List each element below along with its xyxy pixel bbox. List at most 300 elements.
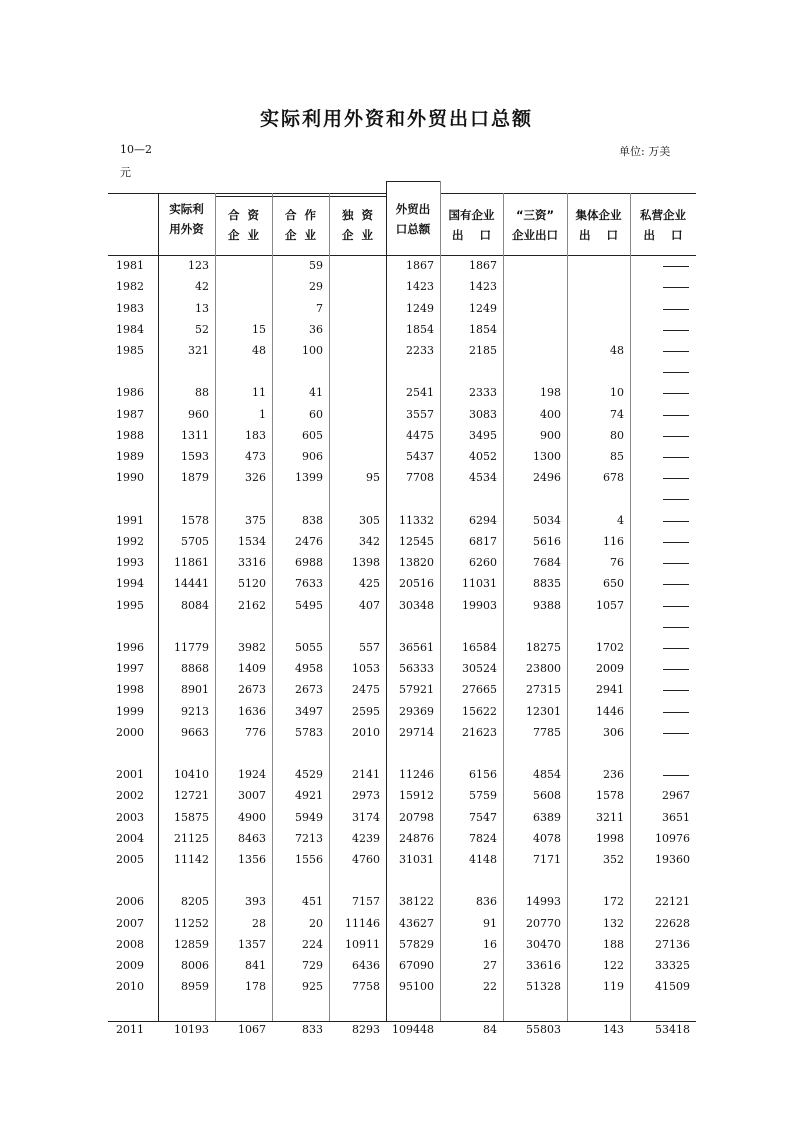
table-cell: 14993 — [526, 895, 561, 908]
table-cell: 20798 — [399, 811, 434, 824]
table-cell: 2973 — [352, 789, 380, 802]
table-cell: 8868 — [181, 662, 209, 675]
year-cell: 2009 — [116, 959, 144, 972]
dash-mark — [663, 309, 689, 310]
table-cell: 1249 — [406, 302, 434, 315]
table-cell: 3497 — [295, 705, 323, 718]
table-cell: 21125 — [174, 832, 209, 845]
table-cell: 11 — [252, 386, 266, 399]
table-cell: 305 — [359, 514, 380, 527]
table-cell: 2162 — [238, 599, 266, 612]
table-cell: 80 — [610, 429, 624, 442]
table-cell: 833 — [302, 1023, 323, 1036]
table-cell: 11252 — [174, 917, 209, 930]
table-cell: 306 — [603, 726, 624, 739]
table-cell: 8463 — [238, 832, 266, 845]
table-cell: 7547 — [469, 811, 497, 824]
table-cell: 4148 — [469, 853, 497, 866]
table-cell: 15912 — [399, 789, 434, 802]
table-cell: 74 — [610, 408, 624, 421]
year-cell: 1991 — [116, 514, 144, 527]
table-cell: 95 — [366, 471, 380, 484]
dash-mark — [663, 393, 689, 394]
table-cell: 1854 — [469, 323, 497, 336]
table-cell: 7633 — [295, 577, 323, 590]
table-cell: 3557 — [406, 408, 434, 421]
table-cell: 172 — [603, 895, 624, 908]
table-cell: 5949 — [295, 811, 323, 824]
table-cell: 2941 — [596, 683, 624, 696]
table-cell: 11779 — [174, 641, 209, 654]
table-cell: 1702 — [596, 641, 624, 654]
table-cell: 2141 — [352, 768, 380, 781]
table-cell: 7708 — [406, 471, 434, 484]
year-cell: 1981 — [116, 259, 144, 272]
table-cell: 15 — [252, 323, 266, 336]
table-cell: 1636 — [238, 705, 266, 718]
year-cell: 2007 — [116, 917, 144, 930]
table-cell: 13 — [195, 302, 209, 315]
table-cell: 2673 — [295, 683, 323, 696]
dash-mark — [663, 521, 689, 522]
table-cell: 95100 — [399, 980, 434, 993]
table-cell: 2185 — [469, 344, 497, 357]
table-cell: 6988 — [295, 556, 323, 569]
year-cell: 1983 — [116, 302, 144, 315]
table-cell: 2541 — [406, 386, 434, 399]
dash-mark — [663, 669, 689, 670]
table-cell: 1398 — [352, 556, 380, 569]
dash-mark — [663, 436, 689, 437]
table-cell: 28 — [252, 917, 266, 930]
dash-mark — [663, 733, 689, 734]
table-cell: 3007 — [238, 789, 266, 802]
column-divider — [503, 193, 504, 1021]
year-cell: 1997 — [116, 662, 144, 675]
table-cell: 30524 — [462, 662, 497, 675]
table-cell: 1924 — [238, 768, 266, 781]
table-cell: 16584 — [462, 641, 497, 654]
table-cell: 12301 — [526, 705, 561, 718]
table-cell: 7213 — [295, 832, 323, 845]
table-cell: 1053 — [352, 662, 380, 675]
year-cell: 1995 — [116, 599, 144, 612]
year-cell: 1999 — [116, 705, 144, 718]
rule-top — [108, 193, 386, 194]
table-cell: 841 — [245, 959, 266, 972]
table-cell: 5495 — [295, 599, 323, 612]
table-cell: 8205 — [181, 895, 209, 908]
table-cell: 2333 — [469, 386, 497, 399]
dash-mark — [663, 648, 689, 649]
year-cell: 1994 — [116, 577, 144, 590]
table-cell: 6389 — [533, 811, 561, 824]
table-cell: 123 — [188, 259, 209, 272]
column-header: 国有企业 出 口 — [448, 208, 495, 242]
table-cell: 20 — [309, 917, 323, 930]
table-cell: 9213 — [181, 705, 209, 718]
table-cell: 1 — [259, 408, 266, 421]
table-cell: 3651 — [662, 811, 690, 824]
table-cell: 48 — [252, 344, 266, 357]
table-cell: 776 — [245, 726, 266, 739]
table-cell: 3211 — [596, 811, 624, 824]
table-cell: 116 — [603, 535, 624, 548]
table-cell: 352 — [603, 853, 624, 866]
table-cell: 4854 — [533, 768, 561, 781]
table-cell: 178 — [245, 980, 266, 993]
column-header: 独 资 企 业 — [341, 208, 373, 242]
table-cell: 11246 — [399, 768, 434, 781]
table-cell: 1879 — [181, 471, 209, 484]
table-cell: 321 — [188, 344, 209, 357]
table-cell: 11332 — [399, 514, 434, 527]
table-cell: 55803 — [526, 1023, 561, 1036]
table-cell: 7758 — [352, 980, 380, 993]
table-cell: 18275 — [526, 641, 561, 654]
table-cell: 9663 — [181, 726, 209, 739]
table-cell: 8006 — [181, 959, 209, 972]
table-cell: 15622 — [462, 705, 497, 718]
year-cell: 2002 — [116, 789, 144, 802]
table-cell: 1578 — [596, 789, 624, 802]
page-title: 实际利用外资和外贸出口总额 — [259, 108, 533, 130]
year-cell: 1996 — [116, 641, 144, 654]
table-cell: 22628 — [655, 917, 690, 930]
year-cell: 2005 — [116, 853, 144, 866]
table-cell: 57829 — [399, 938, 434, 951]
table-cell: 1357 — [238, 938, 266, 951]
table-cell: 1578 — [181, 514, 209, 527]
unit-continuation: 元 — [120, 166, 131, 179]
table-cell: 42 — [195, 280, 209, 293]
table-cell: 51328 — [526, 980, 561, 993]
table-cell: 29369 — [399, 705, 434, 718]
table-cell: 36561 — [399, 641, 434, 654]
table-cell: 836 — [476, 895, 497, 908]
table-cell: 11142 — [174, 853, 209, 866]
table-cell: 3982 — [238, 641, 266, 654]
table-cell: 29 — [309, 280, 323, 293]
table-cell: 4760 — [352, 853, 380, 866]
table-cell: 1067 — [238, 1023, 266, 1036]
table-cell: 53418 — [655, 1023, 690, 1036]
table-cell: 729 — [302, 959, 323, 972]
year-cell: 2010 — [116, 980, 144, 993]
table-cell: 2010 — [352, 726, 380, 739]
table-cell: 393 — [245, 895, 266, 908]
table-cell: 2496 — [533, 471, 561, 484]
table-cell: 1556 — [295, 853, 323, 866]
dash-mark — [663, 775, 689, 776]
year-cell: 1982 — [116, 280, 144, 293]
table-cell: 88 — [195, 386, 209, 399]
table-cell: 4900 — [238, 811, 266, 824]
table-cell: 1356 — [238, 853, 266, 866]
table-cell: 30470 — [526, 938, 561, 951]
column-divider — [630, 193, 631, 1021]
table-cell: 13820 — [399, 556, 434, 569]
year-cell: 2000 — [116, 726, 144, 739]
table-code: 10—2 — [120, 143, 152, 156]
table-cell: 85 — [610, 450, 624, 463]
year-cell: 2008 — [116, 938, 144, 951]
table-cell: 8901 — [181, 683, 209, 696]
dash-mark — [663, 499, 689, 500]
dash-mark — [663, 287, 689, 288]
table-cell: 22121 — [655, 895, 690, 908]
dash-mark — [663, 415, 689, 416]
column-header: 外贸出 口总额 — [395, 202, 431, 236]
year-cell: 1998 — [116, 683, 144, 696]
table-cell: 36 — [309, 323, 323, 336]
table-cell: 67090 — [399, 959, 434, 972]
table-cell: 10410 — [174, 768, 209, 781]
table-cell: 224 — [302, 938, 323, 951]
table-cell: 6294 — [469, 514, 497, 527]
table-cell: 3495 — [469, 429, 497, 442]
table-cell: 473 — [245, 450, 266, 463]
column-header: 合 资 企 业 — [227, 208, 259, 242]
table-cell: 4239 — [352, 832, 380, 845]
table-cell: 451 — [302, 895, 323, 908]
table-cell: 21623 — [462, 726, 497, 739]
table-cell: 38122 — [399, 895, 434, 908]
table-cell: 7824 — [469, 832, 497, 845]
table-cell: 7785 — [533, 726, 561, 739]
table-cell: 6436 — [352, 959, 380, 972]
year-cell: 1985 — [116, 344, 144, 357]
year-cell: 1988 — [116, 429, 144, 442]
column-header: “三资” 企业出口 — [512, 208, 558, 242]
table-cell: 7171 — [533, 853, 561, 866]
dash-mark — [663, 690, 689, 691]
table-cell: 6260 — [469, 556, 497, 569]
table-cell: 198 — [540, 386, 561, 399]
table-cell: 1867 — [406, 259, 434, 272]
unit-label: 单位: 万美 — [619, 145, 671, 158]
table-cell: 20770 — [526, 917, 561, 930]
table-cell: 22 — [483, 980, 497, 993]
year-cell: 1986 — [116, 386, 144, 399]
rule-top-right — [440, 193, 696, 194]
table-cell: 23800 — [526, 662, 561, 675]
table-cell: 2967 — [662, 789, 690, 802]
table-cell: 1057 — [596, 599, 624, 612]
table-cell: 11031 — [462, 577, 497, 590]
table-cell: 1446 — [596, 705, 624, 718]
year-cell: 1987 — [116, 408, 144, 421]
dash-mark — [663, 606, 689, 607]
dash-mark — [663, 478, 689, 479]
rule-top-export — [386, 181, 440, 182]
table-cell: 4921 — [295, 789, 323, 802]
table-cell: 2233 — [406, 344, 434, 357]
table-cell: 27315 — [526, 683, 561, 696]
table-cell: 5120 — [238, 577, 266, 590]
year-cell: 2001 — [116, 768, 144, 781]
table-cell: 2009 — [596, 662, 624, 675]
table-cell: 650 — [603, 577, 624, 590]
table-cell: 4475 — [406, 429, 434, 442]
table-cell: 57921 — [399, 683, 434, 696]
table-cell: 132 — [603, 917, 624, 930]
table-cell: 7 — [316, 302, 323, 315]
table-cell: 12859 — [174, 938, 209, 951]
year-cell: 1993 — [116, 556, 144, 569]
table-cell: 1593 — [181, 450, 209, 463]
table-cell: 27 — [483, 959, 497, 972]
table-cell: 1423 — [469, 280, 497, 293]
table-cell: 19903 — [462, 599, 497, 612]
table-cell: 5759 — [469, 789, 497, 802]
table-cell: 6817 — [469, 535, 497, 548]
table-cell: 838 — [302, 514, 323, 527]
table-cell: 6156 — [469, 768, 497, 781]
table-cell: 24876 — [399, 832, 434, 845]
year-cell: 2003 — [116, 811, 144, 824]
table-cell: 8959 — [181, 980, 209, 993]
column-divider — [386, 181, 387, 1021]
table-cell: 56333 — [399, 662, 434, 675]
year-cell: 1990 — [116, 471, 144, 484]
year-cell: 1984 — [116, 323, 144, 336]
table-cell: 10 — [610, 386, 624, 399]
dash-mark — [663, 712, 689, 713]
table-cell: 4 — [617, 514, 624, 527]
table-cell: 8835 — [533, 577, 561, 590]
table-cell: 678 — [603, 471, 624, 484]
dash-mark — [663, 372, 689, 373]
table-cell: 4052 — [469, 450, 497, 463]
column-divider — [440, 181, 441, 1021]
table-cell: 11861 — [174, 556, 209, 569]
column-header: 私营企业 出 口 — [640, 208, 686, 242]
table-cell: 91 — [483, 917, 497, 930]
table-cell: 60 — [309, 408, 323, 421]
table-cell: 5437 — [406, 450, 434, 463]
table-cell: 5608 — [533, 789, 561, 802]
year-cell: 2011 — [116, 1023, 144, 1036]
table-cell: 10976 — [655, 832, 690, 845]
column-divider — [158, 193, 159, 1021]
table-cell: 59 — [309, 259, 323, 272]
table-cell: 3174 — [352, 811, 380, 824]
table-cell: 3316 — [238, 556, 266, 569]
table-cell: 27136 — [655, 938, 690, 951]
column-divider — [215, 193, 216, 1021]
table-cell: 1300 — [533, 450, 561, 463]
table-cell: 109448 — [392, 1023, 434, 1036]
table-cell: 2673 — [238, 683, 266, 696]
rule-bottom — [108, 1021, 696, 1022]
table-cell: 14441 — [174, 577, 209, 590]
table-cell: 52 — [195, 323, 209, 336]
table-cell: 5783 — [295, 726, 323, 739]
column-divider — [329, 193, 330, 1021]
table-cell: 119 — [603, 980, 624, 993]
table-cell: 29714 — [399, 726, 434, 739]
column-header: 集体企业 出 口 — [575, 208, 622, 242]
table-cell: 9388 — [533, 599, 561, 612]
table-cell: 5705 — [181, 535, 209, 548]
table-cell: 400 — [540, 408, 561, 421]
year-cell: 1992 — [116, 535, 144, 548]
table-cell: 4958 — [295, 662, 323, 675]
table-cell: 8293 — [352, 1023, 380, 1036]
table-cell: 2476 — [295, 535, 323, 548]
table-cell: 1399 — [295, 471, 323, 484]
column-divider — [567, 193, 568, 1021]
column-divider — [272, 193, 273, 1021]
column-header: 合 作 企 业 — [284, 208, 316, 242]
table-cell: 100 — [302, 344, 323, 357]
table-cell: 76 — [610, 556, 624, 569]
table-cell: 2595 — [352, 705, 380, 718]
table-cell: 188 — [603, 938, 624, 951]
table-cell: 407 — [359, 599, 380, 612]
table-cell: 27665 — [462, 683, 497, 696]
table-cell: 41509 — [655, 980, 690, 993]
table-cell: 4534 — [469, 471, 497, 484]
table-cell: 1534 — [238, 535, 266, 548]
dash-mark — [663, 627, 689, 628]
year-cell: 1989 — [116, 450, 144, 463]
table-cell: 15875 — [174, 811, 209, 824]
table-cell: 326 — [245, 471, 266, 484]
table-cell: 122 — [603, 959, 624, 972]
table-cell: 30348 — [399, 599, 434, 612]
table-cell: 48 — [610, 344, 624, 357]
table-cell: 7684 — [533, 556, 561, 569]
column-header: 实际利 用外资 — [169, 202, 204, 236]
table-cell: 183 — [245, 429, 266, 442]
table-cell: 3083 — [469, 408, 497, 421]
table-cell: 19360 — [655, 853, 690, 866]
dash-mark — [663, 351, 689, 352]
table-cell: 1311 — [181, 429, 209, 442]
dash-mark — [663, 563, 689, 564]
table-cell: 10193 — [174, 1023, 209, 1036]
table-cell: 16 — [483, 938, 497, 951]
table-cell: 4529 — [295, 768, 323, 781]
table-cell: 2475 — [352, 683, 380, 696]
table-cell: 143 — [603, 1023, 624, 1036]
table-cell: 900 — [540, 429, 561, 442]
table-cell: 11146 — [345, 917, 380, 930]
table-cell: 960 — [188, 408, 209, 421]
table-cell: 33616 — [526, 959, 561, 972]
table-cell: 425 — [359, 577, 380, 590]
table-cell: 1249 — [469, 302, 497, 315]
table-cell: 925 — [302, 980, 323, 993]
dash-mark — [663, 330, 689, 331]
table-cell: 84 — [483, 1023, 497, 1036]
table-cell: 41 — [309, 386, 323, 399]
year-cell: 2004 — [116, 832, 144, 845]
table-cell: 1854 — [406, 323, 434, 336]
table-cell: 10911 — [345, 938, 380, 951]
dash-mark — [663, 542, 689, 543]
table-cell: 8084 — [181, 599, 209, 612]
table-cell: 375 — [245, 514, 266, 527]
table-cell: 5034 — [533, 514, 561, 527]
table-cell: 236 — [603, 768, 624, 781]
table-cell: 557 — [359, 641, 380, 654]
table-cell: 4078 — [533, 832, 561, 845]
table-cell: 5616 — [533, 535, 561, 548]
table-cell: 12721 — [174, 789, 209, 802]
